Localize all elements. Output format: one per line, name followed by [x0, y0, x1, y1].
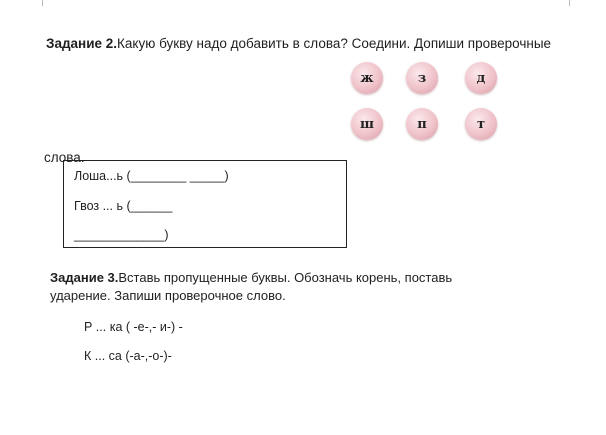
answer-box	[63, 160, 347, 248]
task3-heading: Задание 3.	[50, 270, 119, 285]
divider	[42, 0, 43, 6]
task3-instruction	[50, 270, 452, 285]
exercise-item: К ... са (-а-,-о-)-	[84, 349, 172, 363]
task2-heading: Задание 2.	[46, 36, 118, 51]
task2-instruction	[46, 36, 551, 51]
answer-row: Лоша...ь (________ _____)	[74, 169, 229, 183]
task3-text: Вставь пропущенные буквы. Обозначь корень, поставь	[118, 270, 453, 285]
answer-row: _____________)	[74, 228, 169, 242]
task2-text: Какую букву надо добавить в слова? Соедини. Допиши проверочные	[117, 36, 552, 51]
exercise-item: Р ... ка ( -е-,- и-) -	[84, 320, 183, 334]
letter-circle-z: з	[406, 62, 438, 94]
page-top-edge	[0, 0, 606, 6]
letter-circle-zh: ж	[351, 62, 383, 94]
letter-circle-sh: ш	[351, 108, 383, 140]
divider	[569, 0, 570, 6]
task3-instruction-line2: ударение. Запиши проверочное слово.	[50, 288, 286, 303]
task2-continuation: слова.	[44, 150, 85, 165]
answer-row: Гвоз ... ь (______	[74, 199, 173, 213]
letter-circle-p: п	[406, 108, 438, 140]
letter-circle-t: т	[465, 108, 497, 140]
letter-circle-d: д	[465, 62, 497, 94]
